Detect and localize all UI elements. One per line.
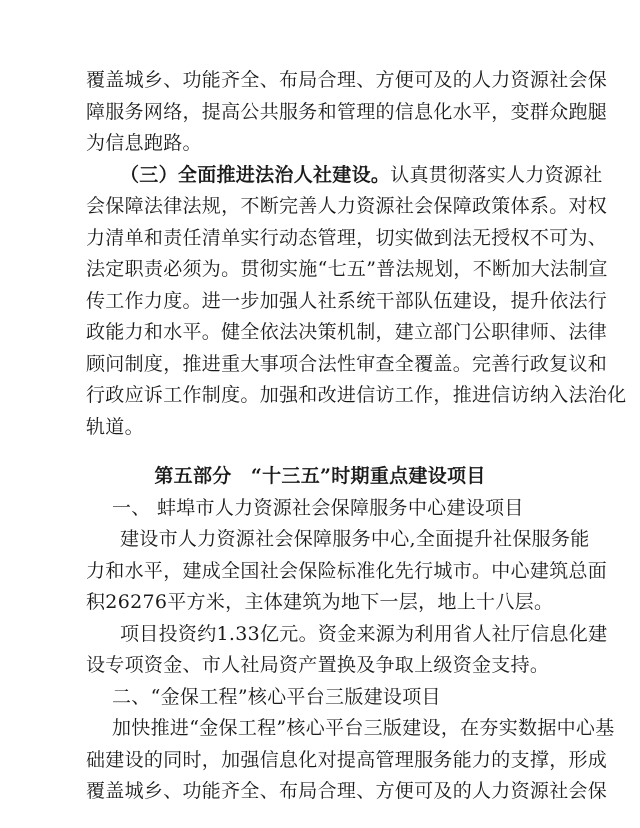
section-line (120, 163, 603, 187)
paragraph-line: 法定职责必须为。贯彻实施“七五”普法规划，不断加大法制宣 (86, 258, 608, 280)
paragraph-line: 障服务网络，提高公共服务和管理的信息化水平，变群众跑腿 (86, 101, 608, 123)
paragraph-line: 覆盖城乡、功能齐全、布局合理、方便可及的人力资源社会保 (86, 69, 608, 91)
paragraph-line: 项目投资约1.33亿元。资金来源为利用省人社厅信息化建 (120, 623, 608, 645)
project-heading: 二、“金保工程”核心平台三版建设项目 (112, 686, 441, 708)
paragraph-line: 础建设的同时，加强信息化对提高管理服务能力的支撑，形成 (86, 749, 608, 771)
project-heading: 一、 蚌埠市人力资源社会保障服务中心建设项目 (112, 497, 524, 519)
paragraph-line: 会保障法律法规，不断完善人力资源社会保障政策体系。对权 (86, 195, 608, 217)
paragraph-line: 覆盖城乡、功能齐全、布局合理、方便可及的人力资源社会保 (86, 780, 608, 802)
paragraph-line: 力和水平，建成全国社会保险标准化先行城市。中心建筑总面 (86, 560, 608, 582)
paragraph-line: 政能力和水平。健全依法决策机制，建立部门公职律师、法律 (86, 321, 608, 343)
paragraph-line: 为信息跑路。 (86, 132, 202, 154)
paragraph-line: 顾问制度，推进重大事项合法性审查全覆盖。完善行政复议和 (86, 353, 608, 375)
paragraph-line: 建设市人力资源社会保障服务中心,全面提升社保服务能 (120, 528, 590, 550)
section-text: 认真贯彻落实人力资源社 (390, 164, 603, 186)
paragraph-line: 力清单和责任清单实行动态管理，切实做到法无授权不可为、 (86, 227, 608, 249)
paragraph-line: 传工作力度。进一步加强人社系统干部队伍建设，提升依法行 (86, 290, 608, 312)
paragraph-line: 积26276平方米，主体建筑为地下一层，地上十八层。 (86, 591, 554, 613)
paragraph-line: 行政应诉工作制度。加强和改进信访工作，推进信访纳入法治化 (86, 384, 627, 406)
paragraph-line: 加快推进“金保工程”核心平台三版建设，在夯实数据中心基 (112, 717, 615, 739)
paragraph-line: 轨道。 (86, 416, 144, 438)
section-heading: （三）全面推进法治人社建设。 (120, 164, 391, 186)
paragraph-line: 设专项资金、市人社局资产置换及争取上级资金支持。 (86, 654, 550, 676)
part-heading: 第五部分 “十三五”时期重点建设项目 (154, 465, 486, 487)
